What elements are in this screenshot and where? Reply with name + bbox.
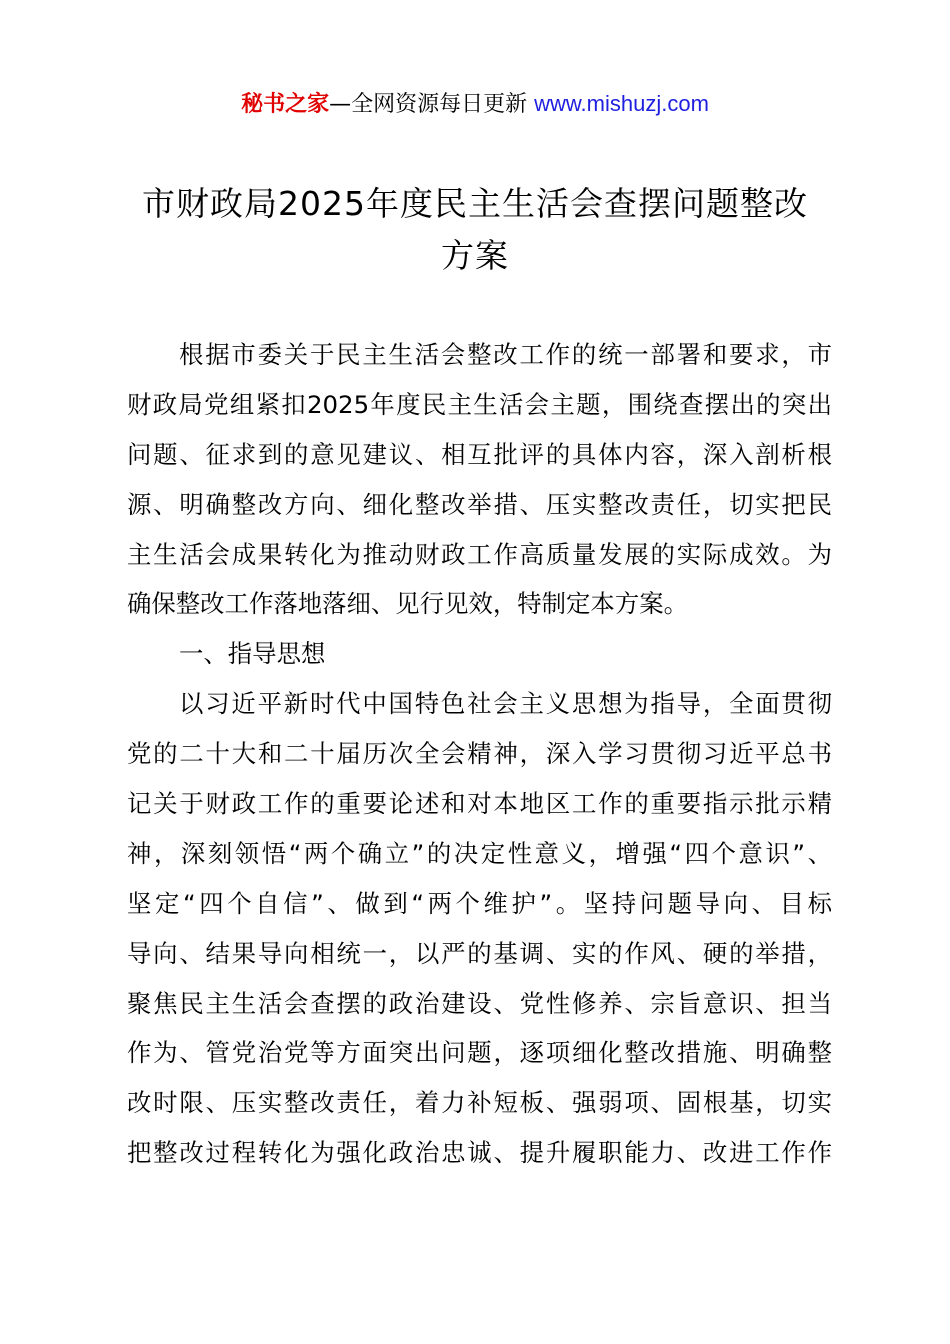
body-line: 主生活会成果转化为推动财政工作高质量发展的实际成效。为 <box>127 539 832 569</box>
body-line: 聚焦民主生活会查摆的政治建设、党性修养、宗旨意识、担当 <box>127 988 832 1018</box>
body-line: 问题、征求到的意见建议、相互批评的具体内容，深入剖析根 <box>127 439 832 469</box>
section-heading: 一、指导思想 <box>179 639 326 669</box>
website-link[interactable]: www.mishuzj.com <box>534 91 709 116</box>
body-line: 源、明确整改方向、细化整改举措、压实整改责任，切实把民 <box>127 489 832 519</box>
page-header <box>0 88 950 121</box>
title-line-2: 方案 <box>441 236 509 275</box>
body-line: 记关于财政工作的重要论述和对本地区工作的重要指示批示精 <box>127 789 832 819</box>
body-line: 把整改过程转化为强化政治忠诚、提升履职能力、改进工作作 <box>127 1138 832 1168</box>
brand-name: 秘书之家 <box>241 92 330 117</box>
body-line: 改时限、压实整改责任，着力补短板、强弱项、固根基，切实 <box>127 1088 832 1118</box>
body-line: 神，深刻领悟“两个确立”的决定性意义，增强“四个意识”、 <box>127 838 832 868</box>
body-line: 财政局党组紧扣2025年度民主生活会主题，围绕查摆出的突出 <box>127 389 832 419</box>
document-body <box>127 330 832 1178</box>
header-tagline: —全网资源每日更新 <box>329 92 535 117</box>
title-line-1: 市财政局2025年度民主生活会查摆问题整改 <box>142 184 808 223</box>
body-line: 党的二十大和二十届历次全会精神，深入学习贯彻习近平总书 <box>127 739 832 769</box>
body-line: 确保整改工作落地落细、见行见效，特制定本方案。 <box>127 589 688 619</box>
body-line: 坚定“四个自信”、做到“两个维护”。坚持问题导向、目标 <box>127 888 832 918</box>
body-line: 以习近平新时代中国特色社会主义思想为指导，全面贯彻 <box>179 689 832 719</box>
body-line: 根据市委关于民主生活会整改工作的统一部署和要求，市 <box>179 340 832 369</box>
document-title <box>120 178 830 282</box>
body-line: 导向、结果导向相统一，以严的基调、实的作风、硬的举措， <box>127 938 832 968</box>
body-line: 作为、管党治党等方面突出问题，逐项细化整改措施、明确整 <box>127 1038 832 1068</box>
